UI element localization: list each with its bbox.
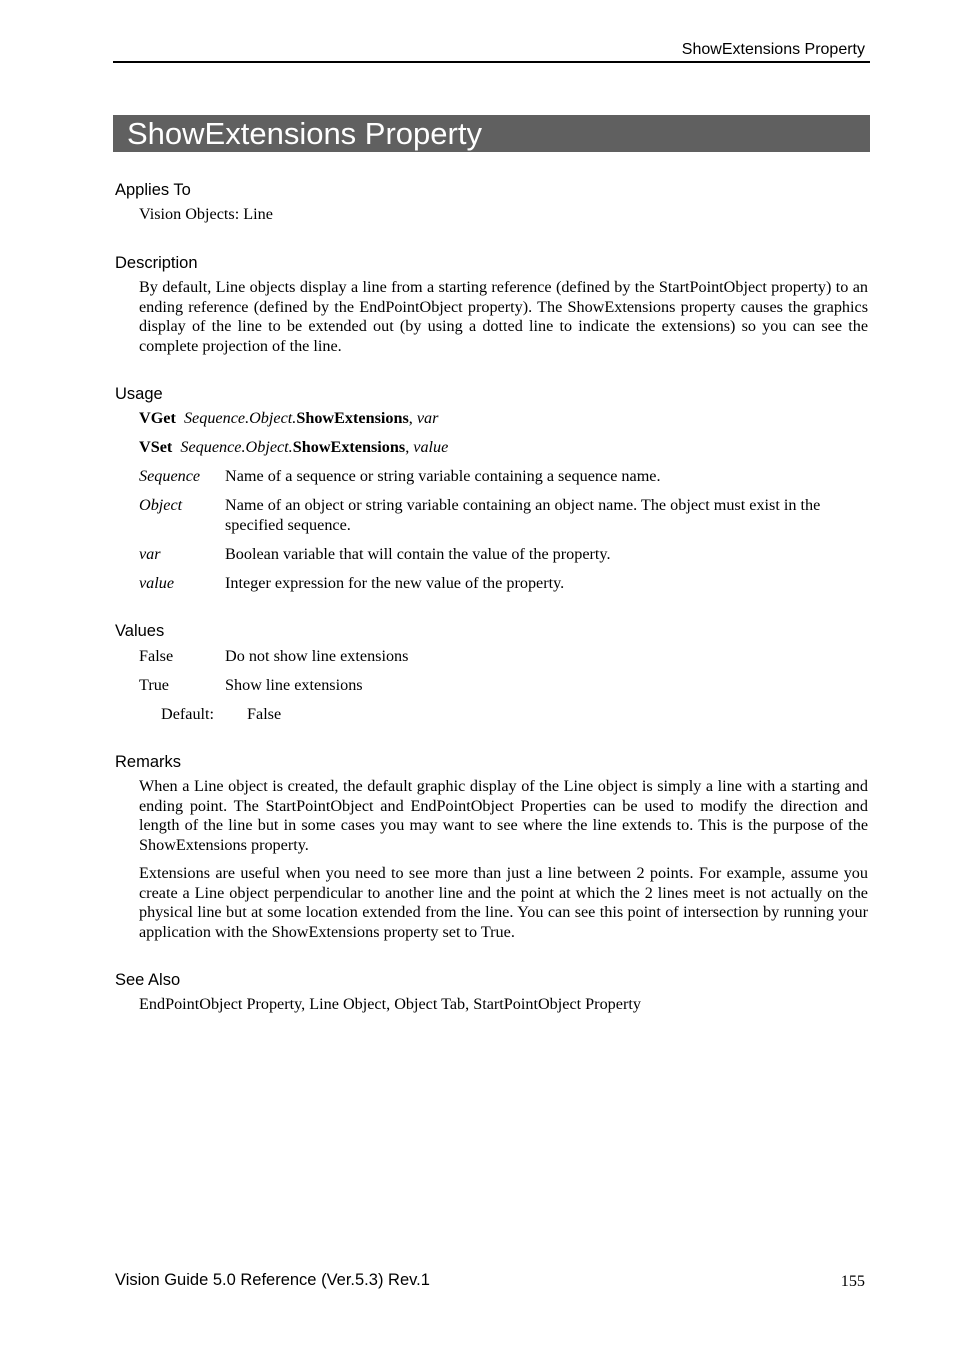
applies-to-heading: Applies To (115, 181, 191, 199)
param-desc-value: Integer expression for the new value of the property. (225, 574, 565, 592)
vget-property: ShowExtensions (296, 409, 409, 427)
vset-path: Sequence.Object. (180, 438, 293, 456)
see-also-heading: See Also (115, 971, 181, 989)
remarks-paragraph: Extensions are useful when you need to see more than just a line between 2 points. For example, assume you create a Line object perpendicular to another line and the point at which the 2 lines meet is not actually on the physical line but at some location extended from the line. You can see this point of intersection by running your application with the ShowExtensions property set to True. (139, 864, 868, 941)
vset-property: ShowExtensions (292, 438, 406, 456)
default-label: Default: (161, 705, 215, 723)
param-desc-var: Boolean variable that will contain the value of the property. (225, 545, 611, 563)
vset-argument: value (413, 438, 449, 456)
param-name-sequence: Sequence (139, 467, 201, 485)
see-also-text: EndPointObject Property, Line Object, Object Tab, StartPointObject Property (139, 995, 641, 1013)
param-desc-sequence: Name of a sequence or string variable containing a sequence name. (225, 467, 661, 485)
usage-vset-syntax (139, 438, 448, 457)
value-desc-false: Do not show line extensions (225, 647, 409, 665)
running-header (113, 40, 870, 63)
vset-separator: , (405, 438, 414, 456)
param-name-object: Object (139, 496, 183, 514)
description-text: By default, Line objects display a line from a starting reference (defined by the StartPointObject property) to an ending reference (defined by the EndPointObject property). The ShowExtensions property causes the graphics display of the line to be extended out (by using a dotted line to indicate the extensions) so you can see the complete projection of the line. (139, 278, 868, 355)
remarks-heading: Remarks (115, 753, 182, 771)
usage-heading: Usage (115, 385, 163, 403)
value-name-true: True (139, 676, 169, 694)
param-desc-object: Name of an object or string variable containing an object name. The object must exist in the specified sequence. (225, 496, 821, 534)
footer-doc-title: Vision Guide 5.0 Reference (Ver.5.3) Rev.1 (115, 1271, 430, 1289)
running-header-title: ShowExtensions Property (681, 41, 865, 58)
vget-path: Sequence.Object. (183, 409, 297, 427)
usage-vget-syntax (139, 409, 438, 428)
page-title: ShowExtensions Property (127, 116, 482, 151)
applies-to-text: Vision Objects: Line (139, 205, 273, 223)
default-value: False (247, 705, 282, 723)
remarks-paragraph: When a Line object is created, the default graphic display of the Line object is simply a line with a starting and ending point. The StartPointObject and EndPointObject Properties can be used to modify the direction and length of the line but in some cases you may want to see where the line extends to. This is the purpose of the ShowExtensions property. (139, 777, 868, 854)
vget-argument: var (416, 409, 439, 427)
param-name-var: var (139, 545, 161, 563)
vset-keyword: VSet (139, 438, 173, 456)
description-heading: Description (115, 254, 198, 272)
param-name-value: value (139, 574, 175, 592)
vget-separator: , (408, 409, 417, 427)
value-desc-true: Show line extensions (225, 676, 363, 694)
title-banner (113, 115, 870, 152)
value-name-false: False (139, 647, 174, 665)
page-number: 155 (840, 1272, 865, 1290)
vget-keyword: VGet (139, 409, 176, 427)
values-heading: Values (115, 622, 165, 640)
